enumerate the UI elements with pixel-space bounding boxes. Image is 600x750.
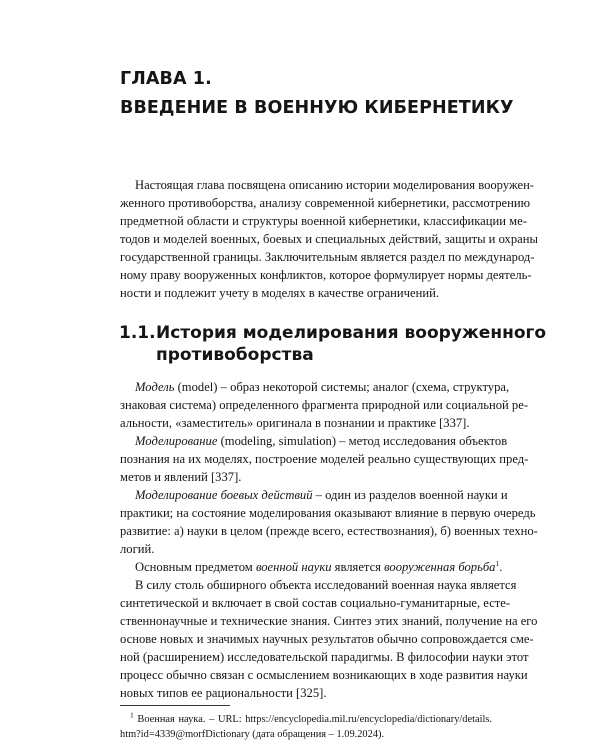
footnote-separator bbox=[120, 705, 230, 706]
definition-combat-line: логий. bbox=[120, 542, 155, 556]
subject-line: Основным предметом военной науки является вооруженная борьба$^1$. bbox=[135, 558, 503, 574]
body-line: основе новых и значимых научных результатов обычно сопровождается сме- bbox=[120, 632, 534, 646]
section-title-continued: противоборства bbox=[156, 345, 314, 365]
footnote-line bbox=[130, 712, 492, 727]
section-number: 1.1. bbox=[119, 323, 156, 343]
intro-line: женного противоборства, анализу современной кибернетики, рассмотрению bbox=[120, 196, 530, 210]
body-line: ной (расширением) исследовательской парадигмы. В философии науки этот bbox=[120, 650, 529, 664]
term-modeling: Моделирование bbox=[135, 434, 218, 448]
body-line: процесс обычно связан с осмыслением возникающих в ходе развития науки bbox=[120, 668, 528, 682]
term-military-science: военной науки bbox=[255, 560, 332, 574]
footnote-text: Военная наука. – URL: https://encyclopedia.mil.ru/encyclopedia/dictionary/details. bbox=[133, 714, 492, 725]
body-line: ственнонаучные и технические знания. Синтез этих знаний, получение на его bbox=[120, 614, 538, 628]
intro-line: ности и подлежит учету в моделях в качестве ограничений. bbox=[120, 286, 439, 300]
intro-line: Настоящая глава посвящена описанию истории моделирования вооружен- bbox=[135, 178, 535, 192]
definition-combat-line: развитие: а) науки в целом (прежде всего, естествознания), б) военных техно- bbox=[120, 524, 538, 538]
intro-line: государственной границы. Заключительным является раздел по международ- bbox=[120, 250, 535, 264]
definition-modeling-line: Моделирование (modeling, simulation) – метод исследования объектов bbox=[135, 434, 508, 448]
chapter-label: ГЛАВА 1. bbox=[120, 69, 212, 89]
intro-line: тодов и моделей военных, боевых и специальных действий, защиты и охраны bbox=[120, 232, 538, 246]
chapter-title: ВВЕДЕНИЕ В ВОЕННУЮ КИБЕРНЕТИКУ bbox=[120, 98, 514, 118]
intro-line: ному праву вооруженных конфликтов, которое формулирует нормы деятель- bbox=[120, 268, 532, 282]
term-armed-struggle: вооруженная борьба bbox=[384, 560, 496, 574]
term-combat-modeling: Моделирование боевых действий bbox=[135, 488, 313, 502]
definition-model-line: Модель (model) – образ некоторой системы; аналог (схема, структура, bbox=[135, 380, 510, 394]
body-line: новых типов ее рациональности [325]. bbox=[120, 686, 327, 700]
definition-combat-line: Моделирование боевых действий – один из разделов военной науки и bbox=[135, 488, 508, 502]
definition-combat-line: практики; на состояние моделирования оказывают влияние в первую очередь bbox=[120, 506, 536, 520]
definition-model-line: альности, «заместитель» оригинала в познании и практике [337]. bbox=[120, 416, 470, 430]
definition-modeling-line: познания на их моделях, построение моделей реально существующих пред- bbox=[120, 452, 529, 466]
footnote-marker: 1 bbox=[130, 710, 134, 720]
body-line: синтетической и включает в свой состав социально-гуманитарные, есте- bbox=[120, 596, 511, 610]
definition-model-line: знаковая система) определенного фрагмента природной или социальной ре- bbox=[120, 398, 529, 412]
footnote-reference[interactable]: 1 bbox=[495, 558, 500, 568]
term-model: Модель bbox=[135, 380, 175, 394]
section-title: История моделирования вооруженного bbox=[156, 323, 547, 343]
footnote-url-line[interactable]: htm?id=4339@morfDictionary (дата обращения – 1.09.2024). bbox=[120, 729, 385, 740]
body-line: В силу столь обширного объекта исследований военная наука является bbox=[135, 578, 517, 592]
intro-line: предметной области и структуры военной кибернетики, классификации ме- bbox=[120, 214, 527, 228]
definition-modeling-line: метов и явлений [337]. bbox=[120, 470, 242, 484]
